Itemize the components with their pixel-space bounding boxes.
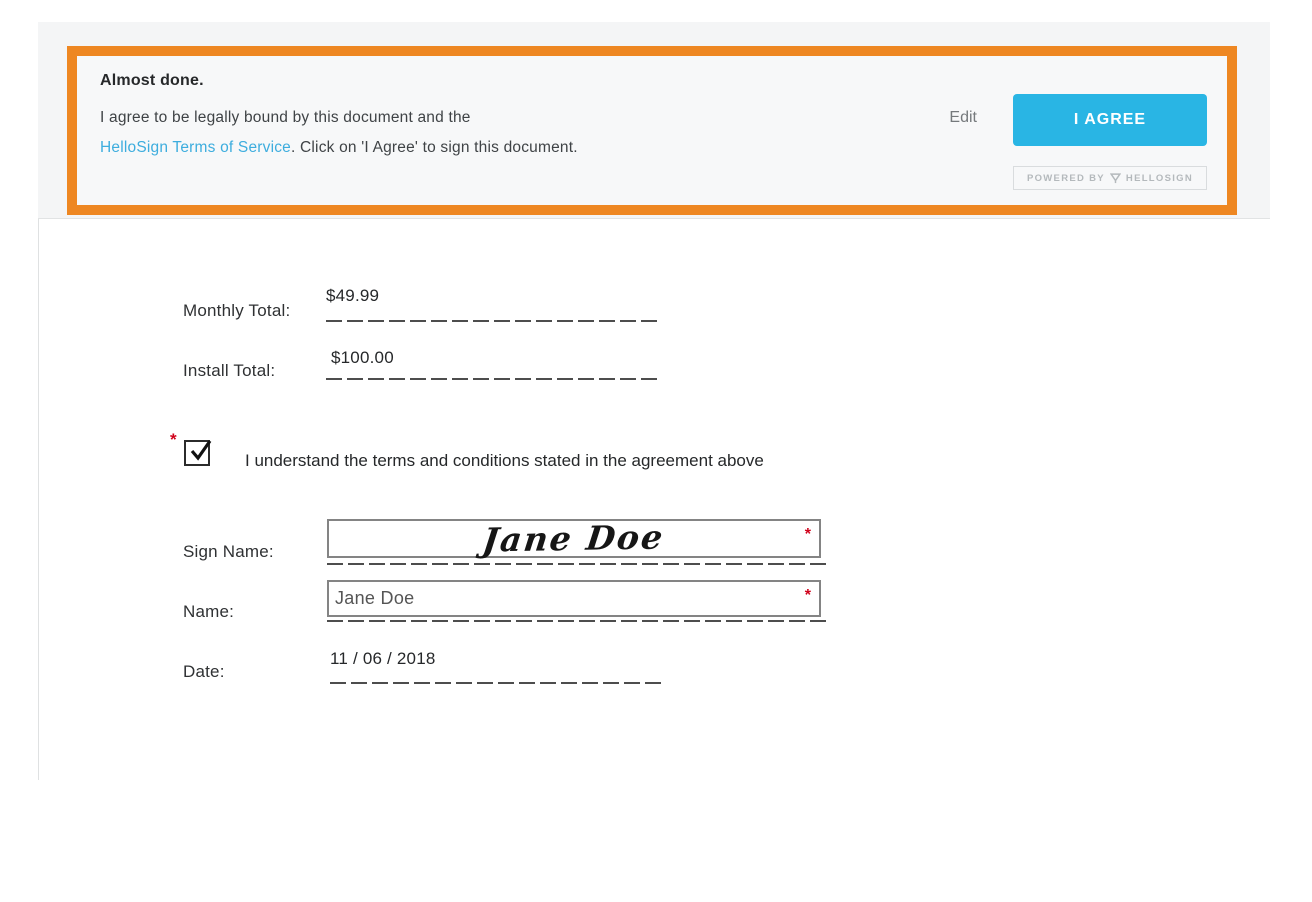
agree-column <box>1013 94 1207 190</box>
signature-field[interactable] <box>327 519 821 558</box>
signature-required-asterisk: * <box>804 526 811 543</box>
name-underline <box>327 620 827 622</box>
checkbox-required-asterisk: * <box>170 430 177 449</box>
terms-checkbox-label: I understand the terms and conditions stated in the agreement above <box>245 451 764 470</box>
checkmark-icon <box>187 437 215 465</box>
install-total-value: $100.00 <box>331 348 394 367</box>
agreement-banner <box>67 46 1237 215</box>
name-label: Name: <box>183 602 235 621</box>
hellosign-pen-nib-icon <box>1110 173 1121 184</box>
date-label: Date: <box>183 662 225 681</box>
terms-checkbox[interactable] <box>184 440 210 466</box>
banner-actions <box>949 94 1207 191</box>
agreement-text-line1: I agree to be legally bound by this document and the <box>100 109 471 126</box>
name-value: Jane Doe <box>335 588 415 608</box>
name-required-asterisk: * <box>804 587 811 604</box>
sign-name-underline <box>327 563 827 565</box>
powered-by-label: POWERED BY <box>1026 172 1105 184</box>
sign-name-label: Sign Name: <box>183 542 274 561</box>
monthly-total-underline <box>326 320 660 322</box>
banner-body <box>100 103 949 163</box>
agreement-banner-text <box>100 72 949 191</box>
powered-by-hellosign-badge[interactable] <box>1013 166 1207 190</box>
date-value: 11 / 06 / 2018 <box>330 649 436 668</box>
monthly-total-label: Monthly Total: <box>183 301 291 320</box>
agreement-text-line2: . Click on 'I Agree' to sign this document. <box>291 139 578 156</box>
install-total-label: Install Total: <box>183 361 276 380</box>
hellosign-brand-label: HELLOSIGN <box>1125 172 1194 184</box>
signature-value: Jane Doe <box>480 517 668 560</box>
i-agree-button[interactable]: I AGREE <box>1013 94 1207 146</box>
install-total-underline <box>326 378 660 380</box>
name-input-field[interactable] <box>327 580 821 617</box>
banner-heading: Almost done. <box>100 72 204 89</box>
date-underline <box>330 682 664 684</box>
terms-of-service-link[interactable]: HelloSign Terms of Service <box>100 139 291 156</box>
monthly-total-value: $49.99 <box>326 286 380 305</box>
edit-link[interactable]: Edit <box>949 109 977 126</box>
